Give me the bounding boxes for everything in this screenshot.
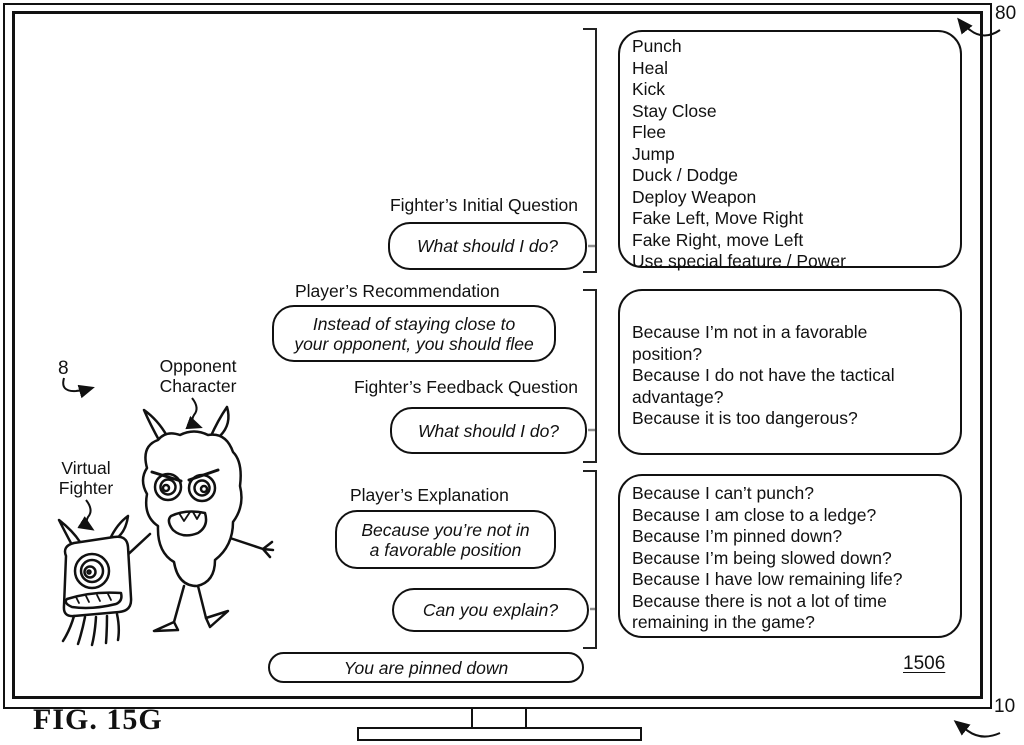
- opponent-character-label: Opponent Character: [159, 356, 237, 396]
- list-item: Punch: [632, 36, 682, 56]
- list-item: Flee: [632, 122, 667, 142]
- arrow-to-display-10: [956, 722, 1000, 737]
- list-item: Kick: [632, 79, 666, 99]
- monitor-stand-neck: [471, 709, 527, 728]
- list-item: Because I’m being slowed down?: [632, 547, 892, 568]
- list-item: Deploy Weapon: [632, 186, 757, 207]
- feedback-question-label: Fighter’s Feedback Question: [353, 377, 578, 397]
- recommendation-label: Player’s Recommendation: [295, 281, 500, 301]
- recommendation-reason-options-box: [618, 289, 962, 455]
- list-item: Because there is not a lot of time remaining in the game?: [632, 590, 887, 632]
- status-bubble: You are pinned down: [268, 652, 584, 683]
- list-item: Because it is too dangerous?: [632, 408, 858, 428]
- list-item: Stay Close: [632, 100, 717, 121]
- list-item: Because I am close to a ledge?: [632, 504, 877, 525]
- list-item: Because I’m not in a favorable position?: [632, 322, 868, 364]
- action-options-box: [618, 30, 962, 271]
- list-item: Fake Right, move Left: [632, 229, 804, 250]
- recommendation-bubble: Instead of staying close to your opponent, you should flee: [272, 305, 556, 362]
- list-item: Because I can’t punch?: [632, 483, 814, 503]
- list-item: Fake Left, Move Right: [632, 208, 804, 228]
- list-item: Use special feature / Power: [632, 251, 846, 271]
- list-item: Because I do not have the tactical advantage?: [632, 365, 895, 407]
- initial-question-label: Fighter’s Initial Question: [389, 195, 578, 215]
- explanation-bubble: Because you’re not in a favorable position: [335, 510, 556, 569]
- reference-numeral-80: 80: [995, 3, 1017, 24]
- monitor-stand-base: [357, 727, 642, 741]
- list-item: Duck / Dodge: [632, 165, 739, 185]
- initial-question-bubble: What should I do?: [388, 222, 587, 270]
- explanation-label: Player’s Explanation: [350, 485, 509, 505]
- reference-numeral-8: 8: [58, 358, 69, 379]
- list-item: Because I’m pinned down?: [632, 526, 843, 546]
- explain-prompt-bubble: Can you explain?: [392, 588, 589, 632]
- reference-numeral-1506: 1506: [903, 653, 946, 674]
- reference-numeral-10: 10: [994, 696, 1016, 717]
- feedback-question-bubble: What should I do?: [390, 407, 587, 454]
- list-item: Heal: [632, 57, 668, 78]
- virtual-fighter-label: Virtual Fighter: [58, 458, 114, 498]
- list-item: Because I have low remaining life?: [632, 569, 903, 589]
- figure-title: FIG. 15G: [33, 703, 163, 736]
- list-item: Jump: [632, 143, 675, 164]
- explanation-options-box: [618, 474, 962, 638]
